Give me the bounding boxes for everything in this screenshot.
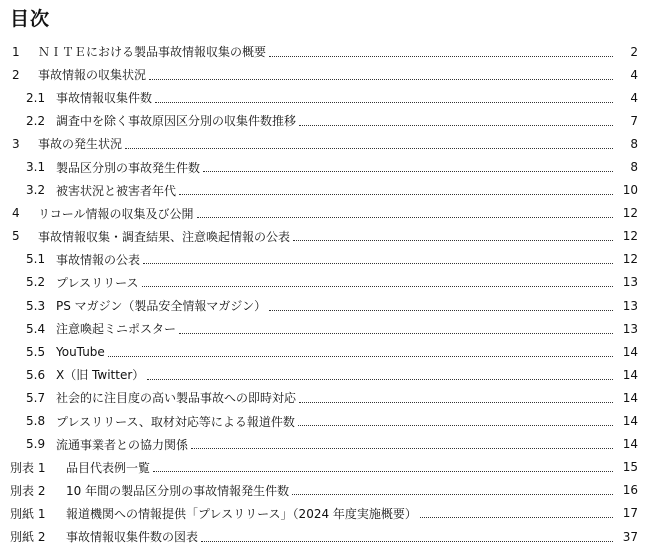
toc-entry[interactable] (0, 155, 650, 178)
toc-entry[interactable] (0, 433, 650, 456)
toc-entry-title: 事故情報収集件数 (56, 91, 153, 106)
toc-entry-number: 5.9 (26, 437, 46, 452)
toc-dot-leader (108, 355, 613, 357)
toc-dot-leader (125, 147, 613, 149)
toc-entry[interactable] (0, 271, 650, 294)
toc-title: 目次 (10, 8, 51, 30)
toc-entry-number: 5.3 (26, 298, 46, 313)
toc-entry-number: 4 (12, 206, 20, 221)
toc-entry-number: 5.4 (26, 321, 46, 336)
toc-entry-title: 製品区分別の事故発生件数 (56, 160, 201, 175)
toc-dot-leader (299, 124, 613, 126)
toc-entry-page-number: 2 (630, 44, 638, 59)
toc-entry-title: 事故の発生状況 (38, 137, 123, 152)
toc-dot-leader (269, 309, 613, 311)
toc-entry-page-number: 14 (622, 437, 638, 452)
toc-entry-title: 調査中を除く事故原因区分別の収集件数推移 (56, 114, 297, 129)
toc-entry[interactable] (0, 317, 650, 340)
toc-entry-title: 品目代表例一覧 (66, 460, 151, 475)
toc-entry-title: 流通事業者との協力関係 (56, 437, 189, 452)
toc-entry[interactable] (0, 109, 650, 132)
toc-entry-number: 3.2 (26, 183, 46, 198)
toc-dot-leader (420, 516, 613, 518)
toc-dot-leader (155, 101, 613, 103)
toc-entry[interactable] (0, 502, 650, 525)
toc-entry-number: 5.7 (26, 390, 46, 405)
toc-entry[interactable] (0, 363, 650, 386)
toc-entry-number: 2 (12, 67, 20, 82)
toc-entry-number: 5 (12, 229, 20, 244)
toc-dot-leader (203, 170, 613, 172)
toc-entry-number: 5.1 (26, 252, 46, 267)
toc-entry[interactable] (0, 525, 650, 548)
toc-dot-leader (201, 540, 613, 542)
toc-entry[interactable] (0, 386, 650, 409)
toc-entry-number: 1 (12, 44, 20, 59)
toc-entry-page-number: 15 (622, 460, 638, 475)
toc-entry-number: 別表 1 (10, 460, 46, 475)
toc-entry-number: 5.2 (26, 275, 46, 290)
toc-dot-leader (147, 378, 613, 380)
toc-entry-page-number: 13 (622, 275, 638, 290)
toc-entry-page-number: 16 (622, 483, 638, 498)
toc-entry-page-number: 13 (622, 321, 638, 336)
toc-entry[interactable] (0, 202, 650, 225)
toc-entry[interactable] (0, 479, 650, 502)
toc-entry-title: ＮＩＴＥにおける製品事故情報収集の概要 (38, 45, 267, 60)
toc-entry-number: 別表 2 (10, 483, 46, 498)
toc-entry-number: 別紙 2 (10, 530, 46, 545)
toc-dot-leader (293, 239, 613, 241)
toc-dot-leader (142, 285, 613, 287)
toc-dot-leader (292, 493, 613, 495)
toc-entry[interactable] (0, 63, 650, 86)
toc-dot-leader (269, 55, 613, 57)
toc-entry-number: 3 (12, 136, 20, 151)
toc-entry-page-number: 10 (622, 183, 638, 198)
toc-entry[interactable] (0, 248, 650, 271)
toc-entry-title: リコール情報の収集及び公開 (38, 206, 194, 221)
toc-dot-leader (179, 332, 613, 334)
toc-entry-title: 事故情報の収集状況 (38, 68, 147, 83)
toc-dot-leader (299, 401, 613, 403)
toc-entry-title: PS マガジン（製品安全情報マガジン） (56, 299, 267, 314)
toc-dot-leader (153, 470, 613, 472)
toc-entry-page-number: 13 (622, 298, 638, 313)
toc-entry-page-number: 17 (622, 506, 638, 521)
toc-entry-page-number: 14 (622, 367, 638, 382)
toc-entry-page-number: 4 (630, 90, 638, 105)
toc-entry-page-number: 14 (622, 390, 638, 405)
toc-entry-number: 5.8 (26, 414, 46, 429)
toc-entry-title: YouTube (56, 344, 105, 359)
toc-dot-leader (143, 262, 613, 264)
toc-entry[interactable] (0, 40, 650, 63)
toc-entry-page-number: 7 (630, 113, 638, 128)
toc-entry-page-number: 14 (622, 414, 638, 429)
toc-entry-page-number: 8 (630, 160, 638, 175)
toc-list (0, 40, 650, 548)
toc-dot-leader (149, 78, 613, 80)
toc-entry-title: 被害状況と被害者年代 (56, 183, 177, 198)
toc-entry-title: 事故情報収集件数の図表 (66, 530, 199, 545)
toc-entry[interactable] (0, 179, 650, 202)
toc-entry[interactable] (0, 340, 650, 363)
toc-entry-page-number: 37 (622, 529, 638, 544)
toc-entry-number: 2.2 (26, 113, 46, 128)
toc-entry[interactable] (0, 132, 650, 155)
toc-entry-title: 事故情報の公表 (56, 252, 141, 267)
toc-entry-page-number: 8 (630, 136, 638, 151)
toc-entry-title: プレスリリース、取材対応等による報道件数 (56, 414, 295, 429)
toc-entry-title: X（旧 Twitter） (56, 368, 145, 383)
toc-entry-title: 社会的に注目度の高い製品事故への即時対応 (56, 391, 297, 406)
toc-entry-number: 5.6 (26, 367, 46, 382)
toc-entry-number: 3.1 (26, 160, 46, 175)
toc-entry-title: 事故情報収集・調査結果、注意喚起情報の公表 (38, 229, 291, 244)
toc-entry-number: 別紙 1 (10, 506, 46, 521)
toc-dot-leader (179, 193, 613, 195)
toc-entry[interactable] (0, 456, 650, 479)
toc-entry-number: 2.1 (26, 90, 46, 105)
toc-entry-title: プレスリリース (56, 275, 139, 290)
toc-entry-title: 報道機関への情報提供「プレスリリース」（2024 年度実施概要） (66, 506, 417, 521)
toc-dot-leader (191, 447, 613, 449)
toc-entry-number: 5.5 (26, 344, 46, 359)
toc-entry[interactable] (0, 225, 650, 248)
toc-entry-page-number: 14 (622, 344, 638, 359)
toc-entry[interactable] (0, 86, 650, 109)
toc-entry-title: 注意喚起ミニポスター (56, 322, 177, 337)
toc-dot-leader (298, 424, 613, 426)
toc-entry[interactable] (0, 410, 650, 433)
toc-entry-page-number: 12 (622, 229, 638, 244)
toc-entry[interactable] (0, 294, 650, 317)
toc-entry-page-number: 12 (622, 206, 638, 221)
toc-entry-title: 10 年間の製品区分別の事故情報発生件数 (66, 483, 290, 498)
toc-dot-leader (197, 216, 613, 218)
toc-entry-page-number: 12 (622, 252, 638, 267)
toc-entry-page-number: 4 (630, 67, 638, 82)
